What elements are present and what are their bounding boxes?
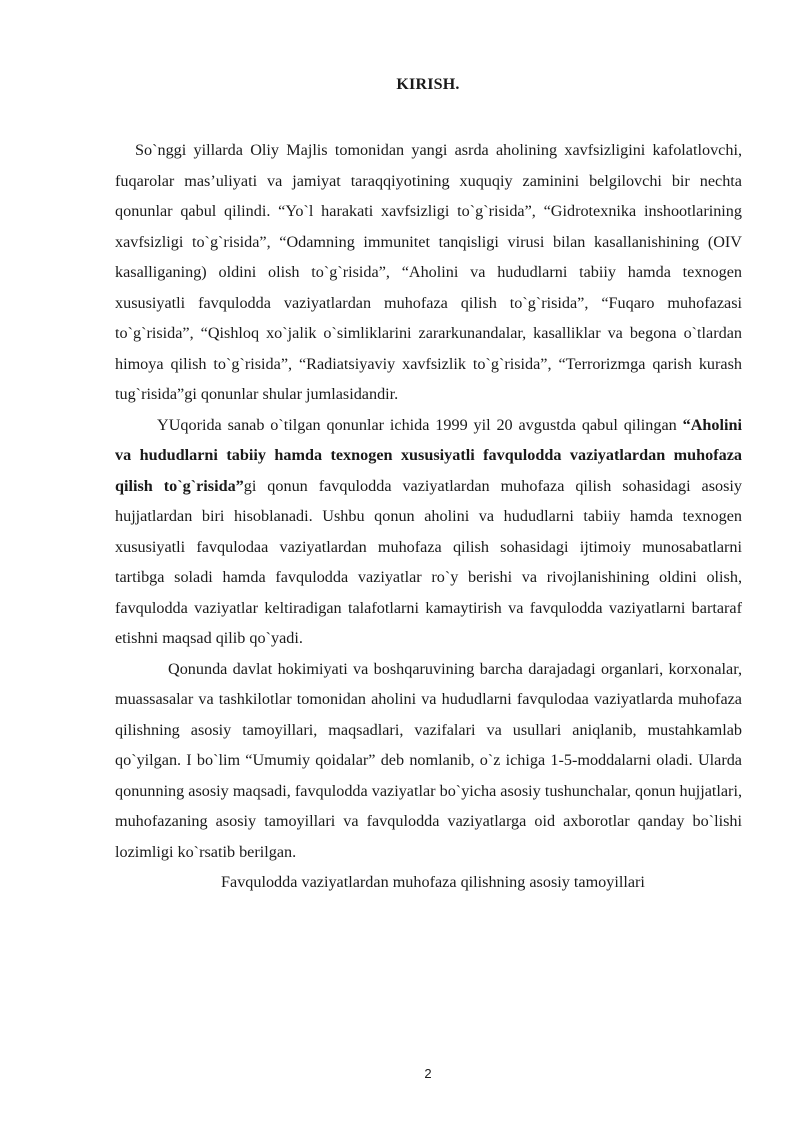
page-title: KIRISH. <box>396 76 460 93</box>
paragraph-text-end: gi qonun favqulodda vaziyatlardan muhofaza qilish sohasidagi asosiy hujjatlardan biri hisoblanadi. Ushbu qonun aholini va hududlarni tabiiy hamda texnogen xususiyatli favqulodaa vaziyatlardan muhofaza qilish sohasidagi ijtimoiy munosabatlarni tartibga soladi hamda favqulodda vaziyatlar ro`y berishi va rivojlanishining oldini olish, favqulodda vaziyatlar keltiradigan talafotlarni kamaytirish va favqulodda vaziyatlarni bartaraf etishni maqsad qilib qo`yadi. <box>115 476 742 647</box>
paragraph-text-start: YUqorida sanab o`tilgan qonunlar ichida 1999 yil 20 avgustda qabul qilingan <box>157 415 683 434</box>
paragraph-laws-overview: So`nggi yillarda Oliy Majlis tomonidan yangi asrda aholining xavfsizligini kafolatlovchi, fuqarolar mas’uliyati va jamiyat taraqqiyotining xuquqiy zaminini belgilovchi bir nechta qonunlar qabul qilindi. “Yo`l harakati xavfsizligi to`g`risida”, “Gidrotexnika inshootlarining xavfsizligi to`g`risida”, “Odamning immunitet tanqisligi virusi bilan kasallanishining (OIV kasalliganing) oldini olish to`g`risida”, “Aholini va hududlarni tabiiy hamda texnogen xususiyatli favqulodda vaziyatlardan muhofaza qilish to`g`risida”, “Fuqaro muhofazasi to`g`risida”, “Qishloq xo`jalik o`simliklarini zararkunandalar, kasalliklar va begona o`tlardan himoya qilish to`g`risida”, “Radiatsiyaviy xavfsizlik to`g`risida”, “Terrorizmga qarish kurash tug`risida”gi qonunlar shular jumlasidandir. <box>115 141 742 403</box>
page-number: 2 <box>424 1066 432 1081</box>
paragraph-principles: Favqulodda vaziyatlardan muhofaza qilishning asosiy tamoyillari <box>221 873 645 891</box>
paragraph-law-structure: Qonunda davlat hokimiyati va boshqaruvining barcha darajadagi organlari, korxonalar, muassasalar va tashkilotlar tomonidan aholini va hududlarni favqulodaa vaziyatlarda muhofaza qilishning asosiy tamoyillari, maqsadlari, vazifalari va usullari aniqlanib, mustahkamlab qo`yilgan. I bo`lim “Umumiy qoidalar” deb nomlanib, o`z ichiga 1-5-moddalarni oladi. Ularda qonunning asosiy maqsadi, favqulodda vaziyatlar bo`yicha asosiy tushunchalar, qonun hujjatlari, muhofazaning asosiy tamoyillari va favqulodda vaziyatlarga oid axborotlar qanday bo`lishi lozimligi ko`rsatib berilgan. <box>115 659 742 861</box>
paragraph-law-description <box>115 410 742 654</box>
law-title-bold: “Aholini va hududlarni tabiiy hamda texnogen xususiyatli favqulodda vaziyatlardan muhofaza qilish to`g`risida” <box>115 415 742 495</box>
document-body <box>115 135 742 898</box>
